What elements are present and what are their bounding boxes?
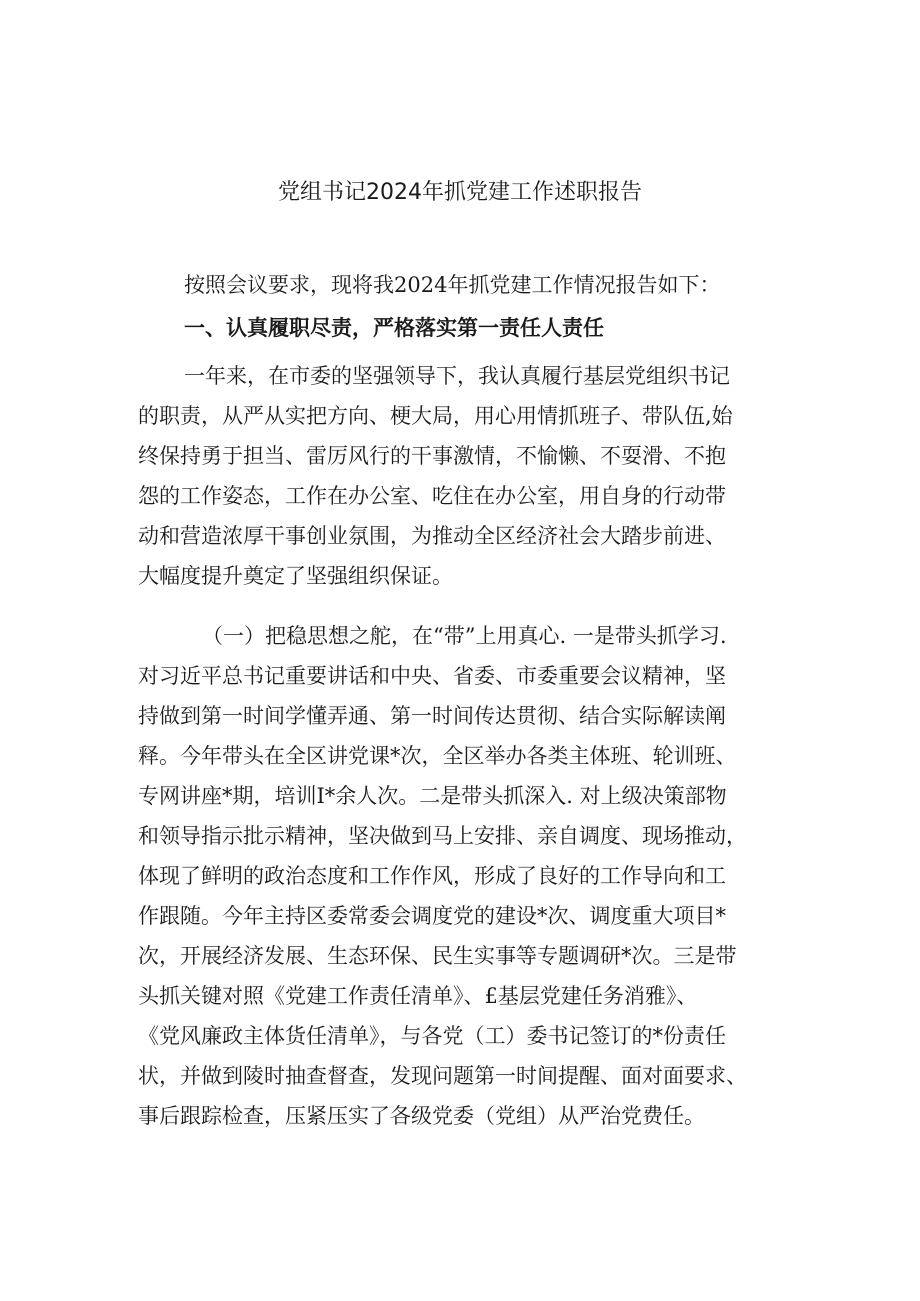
paragraph-line: 终保持勇于担当、雷厉风行的干事激情，不愉懒、不耍滑、不抱 xyxy=(138,444,726,468)
paragraph-line: 状，并做到陵时抽查督查，发现问题第一时间提醒、面对面要求、 xyxy=(138,1064,747,1088)
body-paragraph-2 xyxy=(138,616,798,1136)
section-heading: 一、认真履职尽责，严格落实第一责任人责任 xyxy=(184,316,604,340)
paragraph-line: 作跟随。今年主持区委常委会调度党的建设*次、调度重大项目* xyxy=(138,904,726,928)
paragraph-line: 动和营造浓厚干事创业氛围，为推动全区经济社会大踏步前进、 xyxy=(138,524,726,548)
paragraph-line: 和领导指示批示精神，坚决做到马上安排、亲自调度、现场推动， xyxy=(138,824,747,848)
paragraph-line: 的职责，从严从实把方向、梗大局，用心用情抓班子、带队伍,始 xyxy=(138,404,733,428)
paragraph-line: 次，开展经济发展、生态环保、民生实事等专题调研*次。三是带 xyxy=(138,944,737,968)
paragraph-line: （一）把稳思想之舵，在“带”上用真心. 一是带头抓学习. xyxy=(202,624,727,648)
paragraph-line: 《党风廉政主体货任清单》，与各党（工）委书记签订的*份责任 xyxy=(138,1024,726,1048)
document-title: 党组书记2024年抓党建工作述职报告 xyxy=(278,180,642,205)
paragraph-line: 持做到第一时间学懂弄通、第一时间传达贯彻、结合实际解读阐 xyxy=(138,704,726,728)
paragraph-line: 事后跟踪检查，压紧压实了各级党委（党组）从严治党费任。 xyxy=(138,1104,705,1128)
body-paragraph-1 xyxy=(138,356,798,596)
paragraph-line: 体现了鲜明的政治态度和工作作风，形成了良好的工作导向和工 xyxy=(138,864,726,888)
paragraph-line: 头抓关键对照《党建工作责任清单》、£基层党建任务消雅》、 xyxy=(138,984,698,1008)
paragraph-line: 怨的工作姿态，工作在办公室、吃住在办公室，用自身的行动带 xyxy=(138,484,726,508)
intro-paragraph: 按照会议要求，现将我2024年抓党建工作情况报告如下： xyxy=(184,273,721,297)
paragraph-line: 一年来，在市委的坚强领导下，我认真履行基层党组织书记 xyxy=(184,364,730,388)
paragraph-line: 对习近平总书记重要讲话和中央、省委、市委重要会议精神，坚 xyxy=(138,664,726,688)
paragraph-line: 专网讲座*期，培训I*余人次。二是带头抓深入. 对上级决策部物 xyxy=(138,784,727,808)
paragraph-line: 释。今年带头在全区讲党课*次，全区举办各类主体班、轮训班、 xyxy=(138,744,737,768)
paragraph-line: 大幅度提升奠定了坚强组织保证。 xyxy=(138,564,453,588)
